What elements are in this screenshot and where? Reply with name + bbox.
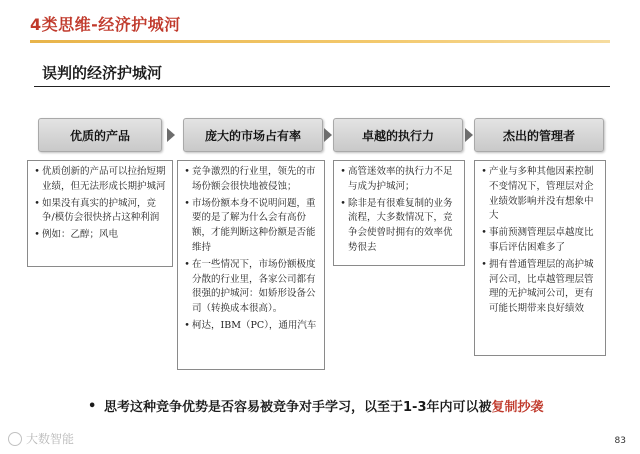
bullet-icon: • [184,166,190,177]
list-item: • 例如：乙醇；风电 [32,228,166,243]
list-item: • 产业与多种其他因素控制不变情况下，管理层对企业绩效影响并没有想象中大 [479,165,599,224]
arrow-right-icon [324,128,332,142]
slide-subtitle: 误判的经济护城河 [42,64,163,82]
bullet-icon: • [184,319,190,331]
subtitle-underline [34,86,610,87]
column-box-market-share [177,160,325,370]
bullet-icon: • [184,258,190,270]
watermark [8,430,74,447]
footer-bullet-icon: • [88,399,97,414]
list-item: • 柯达，IBM（PC），通用汽车 [182,319,318,334]
list-item: • 事前预测管理层卓越度比事后评估困难多了 [479,226,599,256]
bullet-icon: • [340,166,346,177]
column-box-quality-product [27,160,173,267]
logo-icon [8,432,22,446]
list-item: • 除非是有很难复制的业务流程，大多数情况下，竞争会使曾时拥有的效率优势很去 [338,197,458,256]
column-header-execution: 卓越的执行力 [333,118,463,152]
page-number: 83 [614,436,626,446]
column-header-quality-product: 优质的产品 [38,118,162,152]
watermark-label: 大数智能 [26,432,75,446]
list-item: • 拥有普通管理层的高护城河公司，比卓越管理层管理的无护城河公司，更有可能长期带来良好绩效 [479,258,599,317]
bullet-icon: • [34,197,40,209]
list-item: • 市场份额本身不说明问题，重要的是了解为什么会有高份额，才能判断这种份额是否能维持 [182,197,318,256]
bullet-icon: • [34,166,40,177]
list-item: • 在一些情况下，市场份额极度分散的行业里，各家公司都有很强的护城河：如娇形设备公司（转换成本很高）。 [182,258,318,317]
list-item: • 竞争激烈的行业里，领先的市场份额会很快地被侵蚀； [182,165,318,195]
title-underline [30,40,610,43]
list-item: • 高管迷效率的执行力不足与成为护城河； [338,165,458,195]
column-box-execution [333,160,465,266]
list-item: • 优质创新的产品可以拉抬短期业绩，但无法形成长期护城河 [32,165,166,195]
slide-title: 4类思维-经济护城河 [30,15,181,34]
highlight-text: 复制抄袭 [491,400,544,415]
arrow-right-icon [465,128,473,142]
column-header-management: 杰出的管理者 [474,118,604,152]
bullet-icon: • [34,229,40,241]
bullet-icon: • [184,197,190,209]
column-header-market-share: 庞大的市场占有率 [183,118,323,152]
list-item: • 如果没有真实的护城河，竞争/模仿会很快挤占这种利润 [32,197,166,227]
arrow-right-icon [167,128,175,142]
bullet-icon: • [340,197,346,209]
footer-statement: 思考这种竞争优势是否容易被竞争对手学习，以至于1-3年内可以被复制抄袭 [104,400,544,415]
bullet-icon: • [481,227,487,239]
column-box-management [474,160,606,356]
bullet-icon: • [481,258,487,270]
bullet-icon: • [481,166,487,177]
